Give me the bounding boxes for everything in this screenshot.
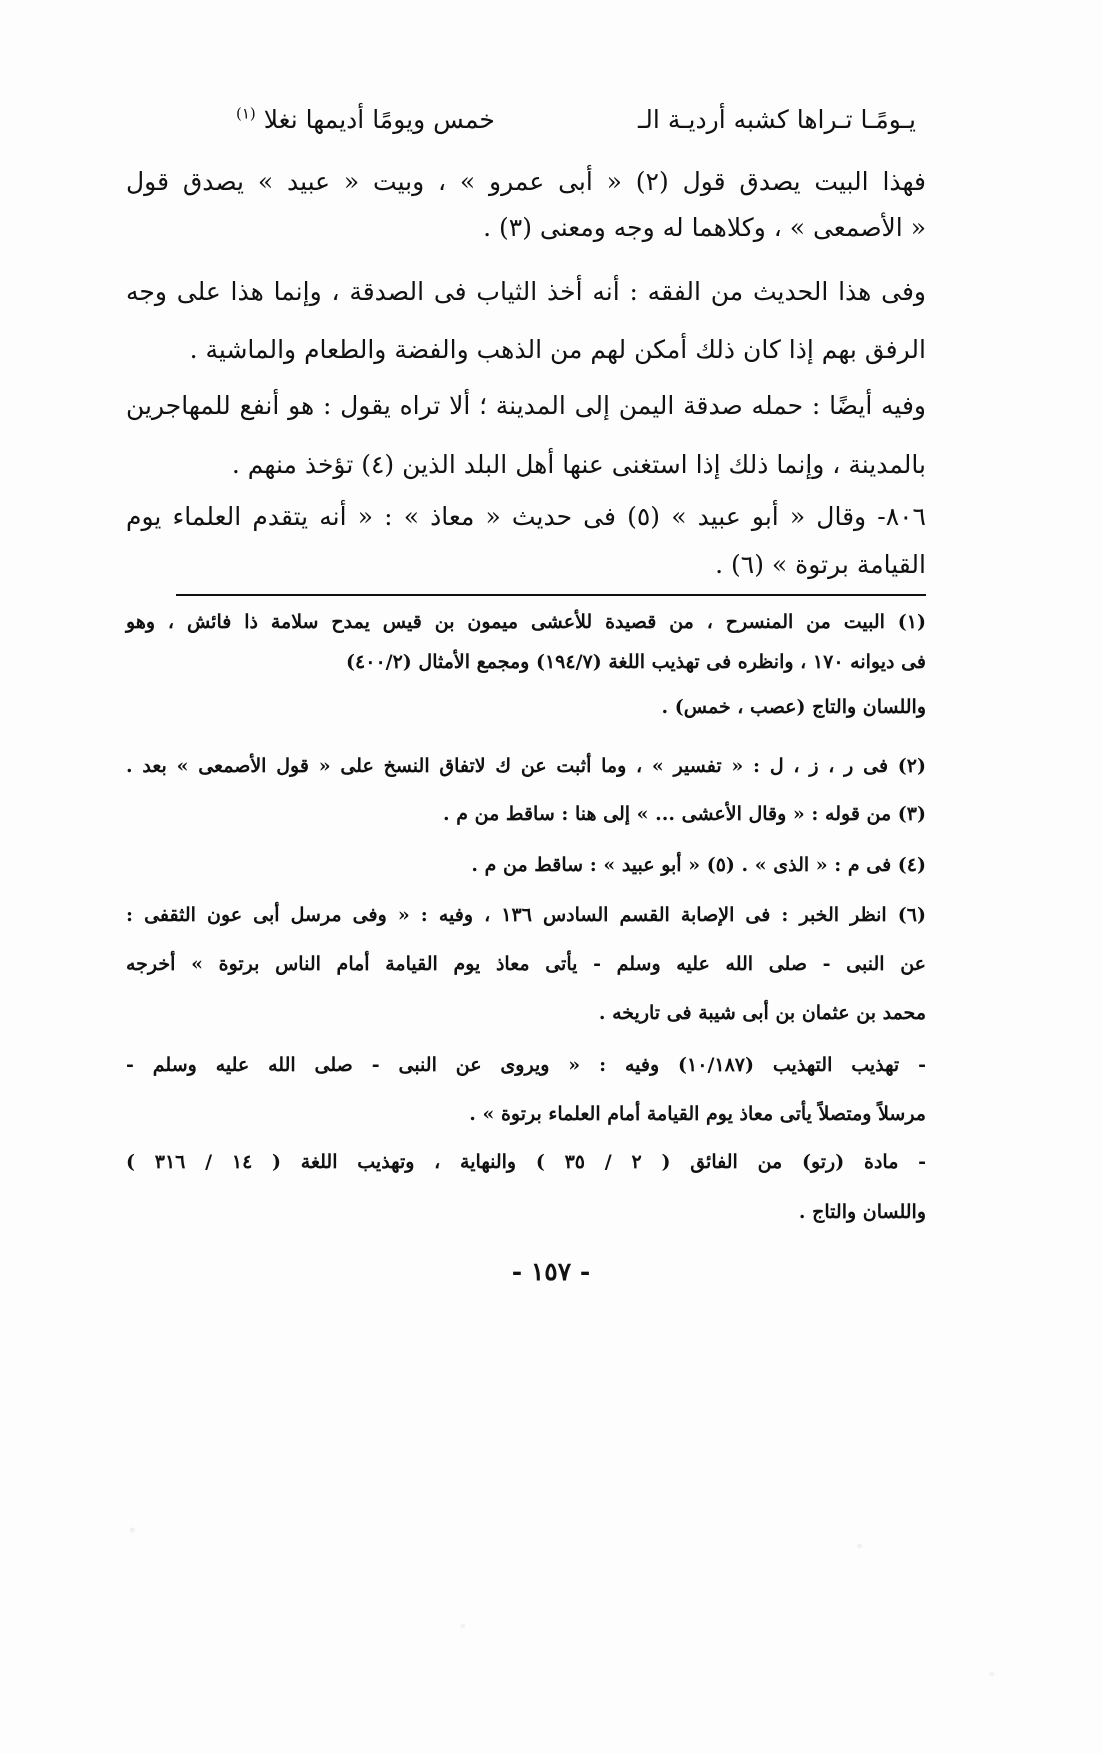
scan-noise	[0, 1434, 1102, 1754]
verse-note-marker: (١)	[236, 104, 256, 123]
footnote-line-2: فى ديوانه ١٧٠ ، وانظره فى تهذيب اللغة (١٩٤/٧) ومجمع الأمثال (٤٠٠/٢)	[346, 651, 926, 673]
paragraph-line-1: فهذا البيت يصدق قول (٢) « أبى عمرو » ، وبيت « عبيد » يصدق قول	[126, 167, 926, 196]
footnote-line-5: (٣) من قوله : « وقال الأعشى ... » إلى هنا : ساقط من م .	[443, 803, 926, 825]
paragraph-line-3: وفى هذا الحديث من الفقه : أنه أخذ الثياب فى الصدقة ، وإنما هذا على وجه	[126, 277, 926, 306]
footnote-line-9: محمد بن عثمان بن أبى شيبة فى تاريخه .	[598, 1002, 926, 1024]
footnote-separator	[176, 594, 926, 596]
poem-verse	[236, 103, 916, 137]
footnote-line-10: - تهذيب التهذيب (١٠/١٨٧) وفيه : « ويروى عن النبى - صلى الله عليه وسلم -	[126, 1054, 926, 1076]
footnote-line-13: واللسان والتاج .	[798, 1201, 926, 1223]
footnote-line-3: واللسان والتاج (عصب ، خمس) .	[661, 696, 926, 718]
paragraph-line-4: الرفق بهم إذا كان ذلك أمكن لهم من الذهب والفضة والطعام والماشية .	[189, 335, 926, 364]
footnote-line-11: مرسلاً ومتصلاً يأتى معاذ يوم القيامة أمام العلماء برتوة » .	[469, 1103, 926, 1125]
verse-left-hemistich: خمس ويومًا أديمها نغلا $^{(١)}$	[236, 104, 495, 134]
footnote-line-12: - مادة (رتو) من الفائق ( ٢ / ٣٥ ) والنهاية ، وتهذيب اللغة ( ١٤ / ٣١٦ )	[126, 1151, 927, 1173]
footnote-line-1: (١) البيت من المنسرح ، من قصيدة للأعشى ميمون بن قيس يمدح سلامة ذا فائش ، وهو	[126, 611, 926, 633]
footnote-line-6: (٤) فى م : « الذى » . (٥) « أبو عبيد » : ساقط من م .	[471, 854, 926, 876]
footnote-line-4: (٢) فى ر ، ز ، ل : « تفسير » ، وما أثبت عن ك لاتفاق النسخ على « قول الأصمعى » بعد .	[126, 755, 926, 777]
page-number: - ١٥٧ -	[511, 1257, 591, 1286]
paragraph-line-2: « الأصمعى » ، وكلاهما له وجه ومعنى (٣) .	[483, 213, 926, 242]
verse-right-hemistich: يـومًـا تـراها كشبه أرديـة الـ	[637, 105, 916, 134]
paragraph-line-8: القيامة برتوة » (٦) .	[715, 550, 926, 579]
footnote-line-7: (٦) انظر الخبر : فى الإصابة القسم السادس ١٣٦ ، وفيه : « وفى مرسل أبى عون الثقفى :	[126, 904, 926, 926]
paragraph-line-6: بالمدينة ، وإنما ذلك إذا استغنى عنها أهل البلد الذين (٤) تؤخذ منهم .	[231, 450, 926, 479]
paragraph-line-5: وفيه أيضًا : حمله صدقة اليمن إلى المدينة ؛ ألا تراه يقول : هو أنفع للمهاجرين	[126, 391, 926, 420]
footnote-line-8: عن النبى - صلى الله عليه وسلم - يأتى معاذ يوم القيامة أمام الناس برتوة » أخرجه	[126, 953, 926, 975]
paragraph-line-7: ٨٠٦- وقال « أبو عبيد » (٥) فى حديث « معاذ » : « أنه يتقدم العلماء يوم	[126, 502, 926, 531]
